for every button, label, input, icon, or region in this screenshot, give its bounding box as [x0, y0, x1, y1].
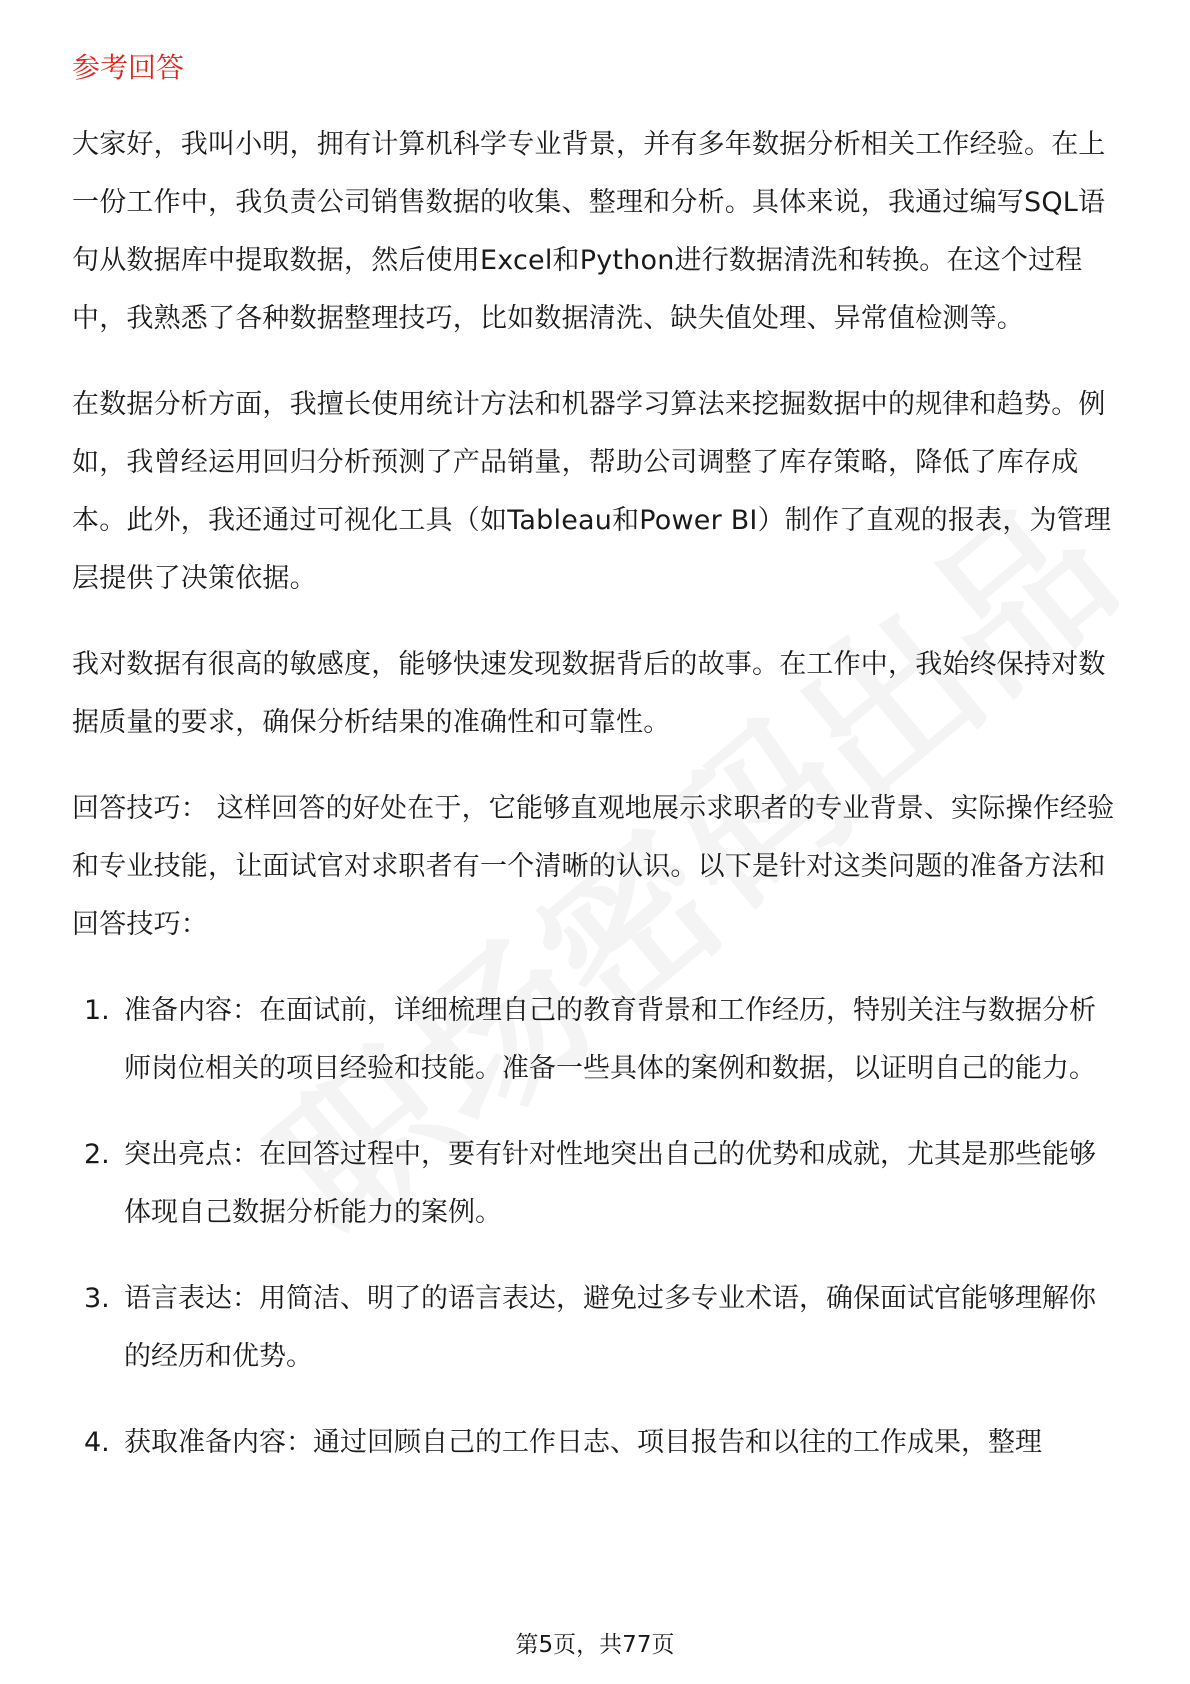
list-text: 突出亮点：在回答过程中，要有针对性地突出自己的优势和成就，尤其是那些能够体现自己数据分析能力的案例。 [124, 1139, 1096, 1228]
list-number: 3. [84, 1283, 110, 1314]
list-item [72, 1270, 1122, 1386]
page-footer: 第5页，共77页 [515, 1632, 675, 1658]
tips-list [72, 982, 1122, 1472]
paragraph-sensitivity: 我对数据有很高的敏感度，能够快速发现数据背后的故事。在工作中，我始终保持对数据质量的要求，确保分析结果的准确性和可靠性。 [72, 649, 1106, 738]
list-text: 准备内容：在面试前，详细梳理自己的教育背景和工作经历，特别关注与数据分析师岗位相关的项目经验和技能。准备一些具体的案例和数据，以证明自己的能力。 [124, 995, 1096, 1084]
list-text: 语言表达：用简洁、明了的语言表达，避免过多专业术语，确保面试官能够理解你的经历和优势。 [124, 1283, 1096, 1372]
list-item [72, 982, 1122, 1098]
list-number: 1. [84, 995, 110, 1026]
list-number: 2. [84, 1139, 110, 1170]
section-heading: 参考回答 [72, 51, 185, 84]
paragraph-intro: 大家好，我叫小明，拥有计算机科学专业背景，并有多年数据分析相关工作经验。在上一份工作中，我负责公司销售数据的收集、整理和分析。具体来说，我通过编写SQL语句从数据库中提取数据，然后使用Excel和Python进行数据清洗和转换。在这个过程中，我熟悉了各种数据整理技巧，比如数据清洗、缺失值处理、异常值检测等。 [72, 129, 1106, 334]
paragraph-analysis: 在数据分析方面，我擅长使用统计方法和机器学习算法来挖掘数据中的规律和趋势。例如，我曾经运用回归分析预测了产品销量，帮助公司调整了库存策略，降低了库存成本。此外，我还通过可视化工具（如Tableau和Power BI）制作了直观的报表，为管理层提供了决策依据。 [72, 389, 1112, 594]
document-page [72, 48, 1122, 1500]
paragraph-tips: 回答技巧： 这样回答的好处在于，它能够直观地展示求职者的专业背景、实际操作经验和专业技能，让面试官对求职者有一个清晰的认识。以下是针对这类问题的准备方法和回答技巧： [72, 793, 1115, 940]
list-text: 获取准备内容：通过回顾自己的工作日志、项目报告和以往的工作成果，整理 [124, 1427, 1042, 1458]
list-number: 4. [84, 1427, 110, 1458]
list-item [72, 1414, 1122, 1472]
list-item [72, 1126, 1122, 1242]
